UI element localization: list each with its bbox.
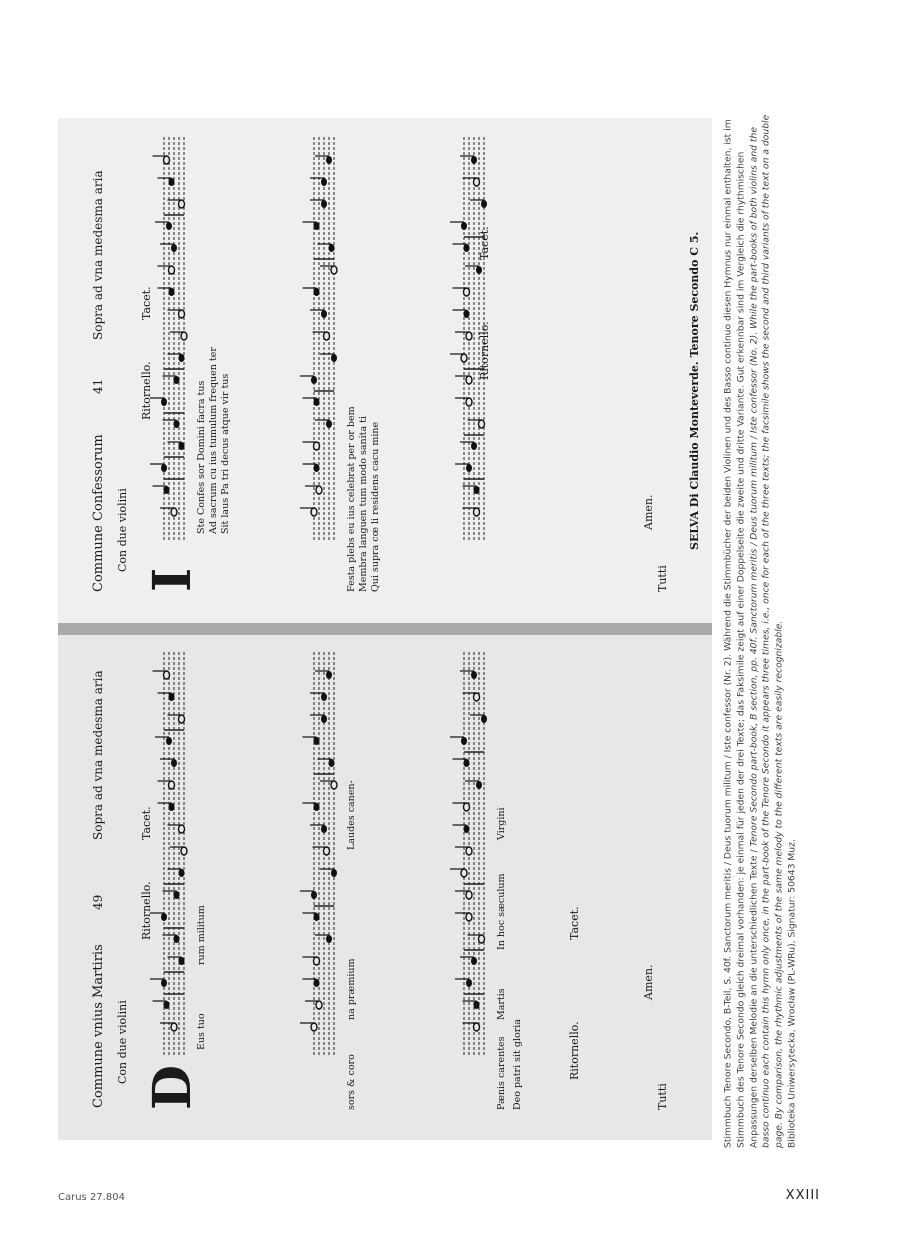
- music-note: [464, 288, 470, 296]
- left-lyric-1e: Laudes canen-: [346, 780, 357, 850]
- music-note: [181, 847, 187, 855]
- page-number: XXIII: [785, 1188, 820, 1203]
- right-subheading: Con due violini: [116, 488, 129, 572]
- right-tacet: Tacet.: [140, 286, 153, 320]
- music-note: [464, 759, 470, 767]
- catalog-number: Carus 27.804: [58, 1192, 125, 1203]
- right-lyric-1c: Sit laus Pa tri decus atque vir tus: [220, 373, 231, 534]
- music-note: [314, 979, 320, 987]
- music-note: [461, 354, 467, 362]
- music-note: [164, 486, 170, 494]
- music-note: [161, 979, 167, 987]
- right-ritornello-2: Ritornello.: [478, 321, 491, 380]
- music-note: [311, 891, 317, 899]
- music-note: [314, 803, 320, 811]
- right-tacet-2: Tacet.: [478, 226, 491, 260]
- music-note: [179, 354, 185, 362]
- right-lyric-2a: Festa plebs eu ius celebrat per or bem: [346, 406, 357, 592]
- left-lyric-1a: Eus tuo: [196, 1013, 207, 1050]
- left-lyric-2e: Deo patri sit gloria: [512, 1019, 523, 1110]
- music-note: [329, 244, 335, 252]
- right-ritornello: Ritornello.: [140, 361, 153, 420]
- music-note: [171, 244, 177, 252]
- music-note: [474, 178, 480, 186]
- right-footer: SELVA Di Claudio Monteverde. Tenore Secondo C 5.: [688, 231, 701, 550]
- facsimile-gutter: [58, 623, 712, 635]
- caption-library: Biblioteka Uniwersytecka, Wrocław (PL-WRu), Signatur: 50643 Muz.: [786, 839, 798, 1148]
- music-note: [179, 869, 185, 877]
- music-note: [166, 222, 172, 230]
- music-note: [471, 957, 477, 965]
- music-note: [466, 891, 472, 899]
- music-note: [324, 847, 330, 855]
- music-note: [179, 310, 185, 318]
- music-note: [166, 737, 172, 745]
- music-note: [466, 979, 472, 987]
- music-note: [169, 178, 175, 186]
- music-note: [474, 486, 480, 494]
- music-note: [314, 222, 320, 230]
- music-note: [481, 200, 487, 208]
- right-lyric-1b: Ad sacrum cu ius tumulum frequen ter: [208, 347, 219, 534]
- left-ritornello: Ritornello.: [140, 881, 153, 940]
- music-note: [474, 693, 480, 701]
- music-note: [481, 715, 487, 723]
- music-note: [314, 957, 320, 965]
- music-note: [174, 935, 180, 943]
- music-note: [326, 156, 332, 164]
- music-note: [316, 486, 322, 494]
- music-note: [314, 464, 320, 472]
- caption-english: Tenore Secondo part-book, B section, pp. 40f. Sanctorum meritis / Deus tuorum militum / Iste confessor (No. 2). While the part-books of both violins and the basso continuo each contain this hymn only once, in the part-book of the Tenore Secondo it appears three times, i.e., once for each of the three texts; the facsimile shows the second and third variants of the text on a double page. By comparison, the rhythmic adjustments of the same melody to the different texts are easily recognizable.: [748, 114, 785, 1148]
- music-note: [466, 332, 472, 340]
- music-note: [179, 715, 185, 723]
- music-note: [314, 737, 320, 745]
- music-note: [311, 508, 317, 516]
- music-note: [169, 693, 175, 701]
- music-note: [169, 781, 175, 789]
- music-note: [464, 310, 470, 318]
- music-note: [321, 178, 327, 186]
- left-ritornello-2: Ritornello.: [568, 1021, 581, 1080]
- music-note: [169, 266, 175, 274]
- music-note: [171, 508, 177, 516]
- right-tutti: Tutti: [656, 565, 669, 592]
- left-header-right: Sopra ad vna medesma aria: [91, 670, 105, 840]
- music-note: [331, 354, 337, 362]
- left-tutti: Tutti: [656, 1083, 669, 1110]
- music-note: [476, 781, 482, 789]
- left-initial: D: [142, 1064, 203, 1110]
- music-note: [479, 935, 485, 943]
- music-note: [179, 957, 185, 965]
- left-lyric-2c: In hoc sæculum: [496, 873, 507, 950]
- music-note: [321, 200, 327, 208]
- music-note: [466, 376, 472, 384]
- music-note: [161, 464, 167, 472]
- music-note: [326, 671, 332, 679]
- left-lyric-1c: sors & coro: [346, 1054, 357, 1110]
- left-amen: Amen.: [642, 964, 655, 1000]
- music-note: [181, 332, 187, 340]
- left-tacet-2: Tacet.: [568, 906, 581, 940]
- music-note: [471, 671, 477, 679]
- figure-caption: [716, 88, 806, 1158]
- right-header: Commune Confessorum: [91, 434, 106, 592]
- right-lyric-2c: Qui supra cœ li residens cacu mine: [370, 421, 381, 592]
- music-note: [174, 420, 180, 428]
- music-note: [174, 376, 180, 384]
- music-note: [461, 737, 467, 745]
- music-note: [314, 288, 320, 296]
- music-note: [461, 869, 467, 877]
- music-note: [174, 891, 180, 899]
- right-lyric-2b: Membra languen tum modo sanita ti: [358, 415, 369, 592]
- right-page-number: 41: [91, 378, 105, 394]
- music-note: [179, 442, 185, 450]
- right-amen: Amen.: [642, 494, 655, 530]
- music-note: [171, 759, 177, 767]
- music-note: [466, 398, 472, 406]
- music-note: [164, 671, 170, 679]
- music-note: [316, 1001, 322, 1009]
- music-note: [311, 1023, 317, 1031]
- music-note: [474, 508, 480, 516]
- music-note: [161, 398, 167, 406]
- music-note: [466, 847, 472, 855]
- left-lyric-2a: Pænis carentes: [496, 1036, 507, 1110]
- music-note: [466, 913, 472, 921]
- caption-german: Stimmbuch Tenore Secondo, B-Teil, S. 40f. Sanctorum meritis / Deus tuorum militum / Iste confessor (Nr. 2). Während die Stimmbücher der beiden Violinen und des Basso continuo diesen Hymnus nur einmal enthalten, ist im Stimmbuch des Tenore Secondo gleich dreimal vorhanden: je einmal für jeden der drei Texte; das Faksimile zeigt auf einer Doppelseite die zweite und dritte Variante. Gut erkennbar sind im Vergleich die rhythmischen Anpassungen derselben Melodie an die unterschiedlichen Texte /: [722, 119, 760, 1148]
- left-page-number: 49: [91, 894, 105, 910]
- music-note: [474, 1001, 480, 1009]
- music-note: [479, 420, 485, 428]
- right-header-right: Sopra ad vna medesma aria: [91, 170, 105, 340]
- music-note: [179, 200, 185, 208]
- music-note: [311, 376, 317, 384]
- left-lyric-1b: rum militum: [196, 905, 207, 965]
- music-note: [321, 310, 327, 318]
- music-note: [474, 1023, 480, 1031]
- music-note: [329, 759, 335, 767]
- music-note: [464, 244, 470, 252]
- music-note: [471, 442, 477, 450]
- music-note: [169, 803, 175, 811]
- music-note: [314, 913, 320, 921]
- music-note: [171, 1023, 177, 1031]
- left-lyric-2d: Virgini: [496, 807, 507, 840]
- left-header: Commune vnius Martiris: [91, 944, 106, 1108]
- music-note: [326, 420, 332, 428]
- music-note: [461, 222, 467, 230]
- left-lyric-2b: Martis: [496, 988, 507, 1020]
- music-note: [471, 156, 477, 164]
- left-subheading: Con due violini: [116, 1000, 129, 1084]
- music-note: [314, 442, 320, 450]
- music-note: [324, 332, 330, 340]
- music-note: [161, 913, 167, 921]
- music-note: [331, 266, 337, 274]
- music-note: [164, 1001, 170, 1009]
- facsimile-right-page: [58, 118, 712, 623]
- music-note: [476, 266, 482, 274]
- left-lyric-1d: na præmium: [346, 958, 357, 1020]
- music-note: [321, 825, 327, 833]
- music-note: [314, 398, 320, 406]
- music-note: [326, 935, 332, 943]
- left-tacet: Tacet.: [140, 806, 153, 840]
- music-note: [321, 693, 327, 701]
- facsimile-image: [58, 118, 712, 1140]
- music-note: [466, 464, 472, 472]
- music-note: [464, 825, 470, 833]
- music-note: [331, 781, 337, 789]
- music-note: [169, 288, 175, 296]
- music-note: [164, 156, 170, 164]
- music-note: [321, 715, 327, 723]
- music-note: [464, 803, 470, 811]
- right-lyric-1a: Ste Confes sor Domini facra tus: [196, 380, 207, 534]
- music-note: [179, 825, 185, 833]
- right-initial: I: [142, 567, 203, 592]
- music-note: [331, 869, 337, 877]
